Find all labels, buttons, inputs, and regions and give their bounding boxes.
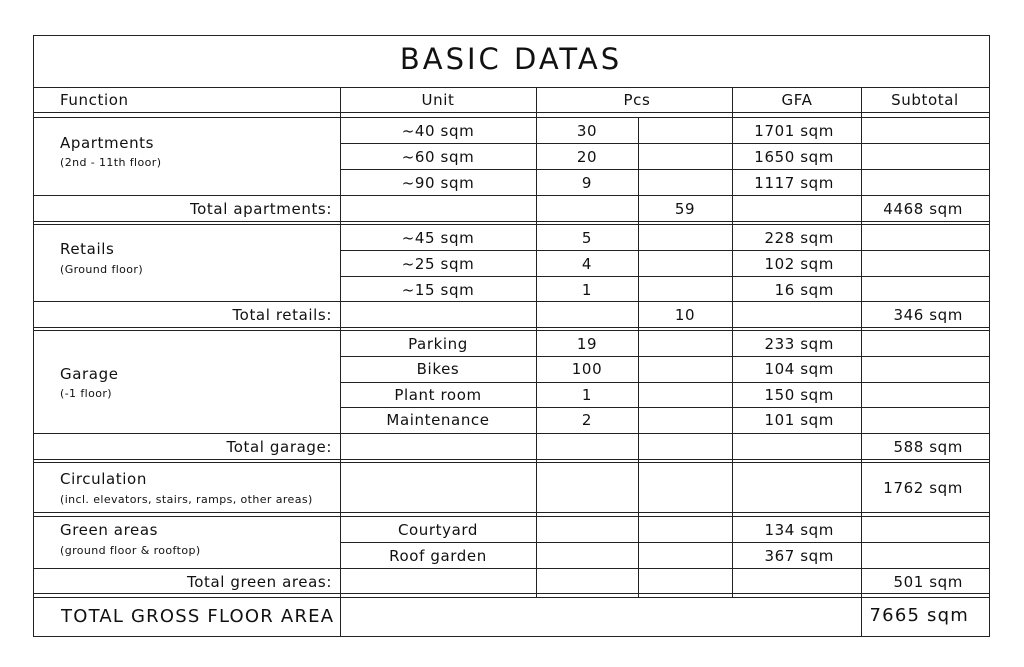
cell-unit: ~90 sqm [401,174,475,192]
cell-gfa: 1650 sqm [754,148,834,166]
separator [33,462,990,463]
separator [33,301,990,302]
frame-left [33,35,34,637]
separator [33,330,990,331]
separator [33,597,990,598]
retails-total-pcs: 10 [674,306,696,324]
cell-unit: Bikes [416,360,460,378]
green-total-area: 501 sqm [893,573,963,591]
header-unit: Unit [421,91,455,109]
separator [33,224,990,225]
cell-pcs: 5 [581,229,593,247]
separator [33,117,990,118]
separator [33,433,990,434]
row-line [340,407,861,408]
header-function: Function [60,91,129,109]
cell-pcs: 100 [571,360,603,378]
cell-pcs: 30 [576,122,598,140]
separator [33,327,990,328]
cell-unit: ~60 sqm [401,148,475,166]
cell-pcs: 20 [576,148,598,166]
subtotal-row-line [861,356,990,357]
subtotal-row-line [861,250,990,251]
cell-gfa: 228 sqm [764,229,834,247]
cell-unit: Courtyard [397,521,479,539]
cell-unit: ~25 sqm [401,255,475,273]
apartments-total-label: Total apartments: [189,200,332,218]
cell-unit: Plant room [394,386,482,404]
separator [33,568,990,569]
cell-gfa: 134 sqm [764,521,834,539]
apartments-label: Apartments [60,134,155,152]
circulation-area: 1762 sqm [883,479,963,497]
cell-pcs: 1 [581,386,593,404]
frame-top [33,35,990,36]
cell-unit: ~15 sqm [401,281,475,299]
green-total-label: Total green areas: [186,573,332,591]
cell-gfa: 233 sqm [764,335,834,353]
row-line [340,356,861,357]
cell-pcs: 4 [581,255,593,273]
cell-gfa: 102 sqm [764,255,834,273]
separator [33,593,990,594]
row-line [340,276,861,277]
garage-total-label: Total garage: [226,438,332,456]
circulation-label: Circulation [60,470,147,488]
title-bottom-line [33,87,990,88]
cell-gfa: 101 sqm [764,411,834,429]
subtotal-row-line [861,276,990,277]
subtotal-row-line [861,169,990,170]
cell-gfa: 150 sqm [764,386,834,404]
cell-pcs: 1 [581,281,593,299]
separator [33,221,990,222]
row-line [340,143,861,144]
cell-unit: Parking [408,335,468,353]
circulation-note: (incl. elevators, stairs, ramps, other areas) [60,493,313,506]
cell-pcs: 9 [581,174,593,192]
cell-gfa: 1117 sqm [754,174,834,192]
subtotal-row-line [861,542,990,543]
row-line [340,169,861,170]
col-line-unit [536,87,537,598]
cell-gfa: 104 sqm [764,360,834,378]
grand-total-area: 7665 sqm [869,605,969,626]
garage-label: Garage [60,365,119,383]
cell-pcs: 2 [581,411,593,429]
cell-gfa: 367 sqm [764,547,834,565]
header-bottom-line [33,112,990,113]
cell-pcs: 19 [576,335,598,353]
col-line-pcs-split [638,117,639,598]
col-line-function [340,87,341,636]
cell-gfa: 16 sqm [774,281,834,299]
green-label: Green areas [60,521,159,539]
retails-total-area: 346 sqm [893,306,963,324]
retails-label: Retails [60,240,115,258]
frame-bottom [33,636,990,637]
retails-note: (Ground floor) [60,263,144,276]
cell-gfa: 1701 sqm [754,122,834,140]
retails-total-label: Total retails: [232,306,332,324]
apartments-total-pcs: 59 [674,200,696,218]
apartments-note: (2nd - 11th floor) [60,156,162,169]
apartments-total-area: 4468 sqm [883,200,963,218]
col-line-gfa [861,87,862,636]
subtotal-row-line [861,143,990,144]
frame-right [989,35,990,637]
separator [33,195,990,196]
garage-note: (-1 floor) [60,387,112,400]
subtotal-row-line [861,382,990,383]
garage-total-area: 588 sqm [893,438,963,456]
subtotal-row-line [861,407,990,408]
header-pcs: Pcs [623,91,651,109]
separator [33,512,990,513]
cell-unit: ~40 sqm [401,122,475,140]
sheet-title: BASIC DATAS [399,42,623,76]
col-line-pcs [732,87,733,598]
separator [33,516,990,517]
row-line [340,542,861,543]
header-gfa: GFA [781,91,813,109]
cell-unit: Roof garden [389,547,487,565]
header-subtotal: Subtotal [891,91,959,109]
grand-total-label: TOTAL GROSS FLOOR AREA [61,606,335,627]
cell-unit: Maintenance [386,411,490,429]
cell-unit: ~45 sqm [401,229,475,247]
separator [33,459,990,460]
green-note: (ground floor & rooftop) [60,544,201,557]
row-line [340,382,861,383]
row-line [340,250,861,251]
